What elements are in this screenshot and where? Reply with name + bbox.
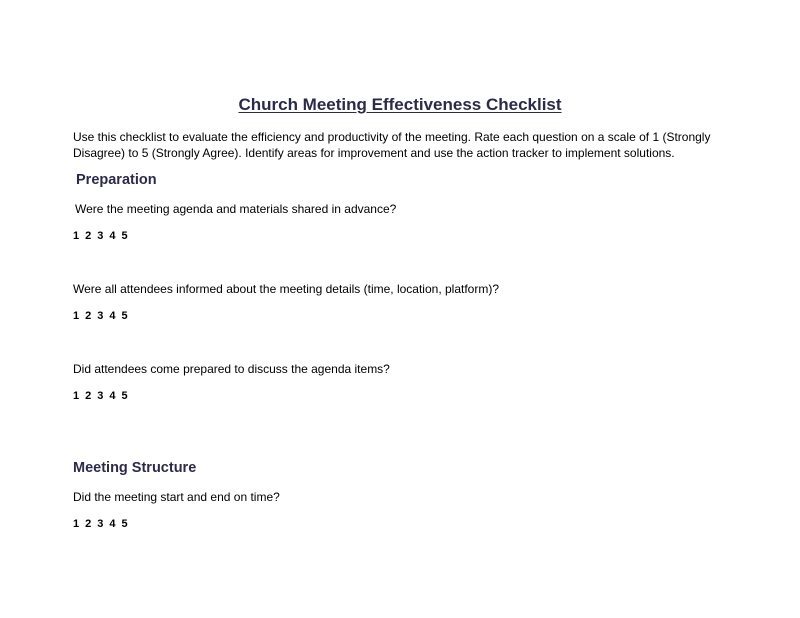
rating-scale <box>73 390 128 402</box>
rating-scale <box>73 310 128 322</box>
rating-option-3[interactable]: 3 <box>97 310 104 322</box>
rating-option-1[interactable]: 1 <box>73 310 80 322</box>
rating-option-3[interactable]: 3 <box>97 230 104 242</box>
rating-option-2[interactable]: 2 <box>85 230 92 242</box>
rating-option-5[interactable]: 5 <box>121 390 128 402</box>
rating-option-4[interactable]: 4 <box>109 518 116 530</box>
rating-option-3[interactable]: 3 <box>97 518 104 530</box>
rating-option-5[interactable]: 5 <box>121 518 128 530</box>
rating-option-4[interactable]: 4 <box>109 390 116 402</box>
question-attendees-informed: Were all attendees informed about the meeting details (time, location, platform)? <box>73 282 499 296</box>
section-heading-preparation: Preparation <box>76 172 157 188</box>
rating-option-2[interactable]: 2 <box>85 390 92 402</box>
rating-option-1[interactable]: 1 <box>73 230 80 242</box>
rating-scale <box>73 230 128 242</box>
question-agenda-shared: Were the meeting agenda and materials shared in advance? <box>75 202 397 216</box>
document-title: Church Meeting Effectiveness Checklist <box>238 95 562 114</box>
question-start-end-on-time: Did the meeting start and end on time? <box>73 490 280 504</box>
rating-option-4[interactable]: 4 <box>109 310 116 322</box>
rating-option-1[interactable]: 1 <box>73 390 80 402</box>
rating-option-5[interactable]: 5 <box>121 310 128 322</box>
document-intro: Use this checklist to evaluate the efficiency and productivity of the meeting. Rate each question on a scale of 1 (Strongly Disagree) to 5 (Strongly Agree). Identify areas for improvement and use the action tracker to implement solutions. <box>73 130 711 160</box>
rating-option-3[interactable]: 3 <box>97 390 104 402</box>
rating-option-4[interactable]: 4 <box>109 230 116 242</box>
question-attendees-prepared: Did attendees come prepared to discuss the agenda items? <box>73 362 390 376</box>
rating-option-1[interactable]: 1 <box>73 518 80 530</box>
rating-option-2[interactable]: 2 <box>85 310 92 322</box>
rating-option-5[interactable]: 5 <box>121 230 128 242</box>
rating-option-2[interactable]: 2 <box>85 518 92 530</box>
rating-scale <box>73 518 128 530</box>
section-heading-meeting-structure: Meeting Structure <box>73 460 197 476</box>
